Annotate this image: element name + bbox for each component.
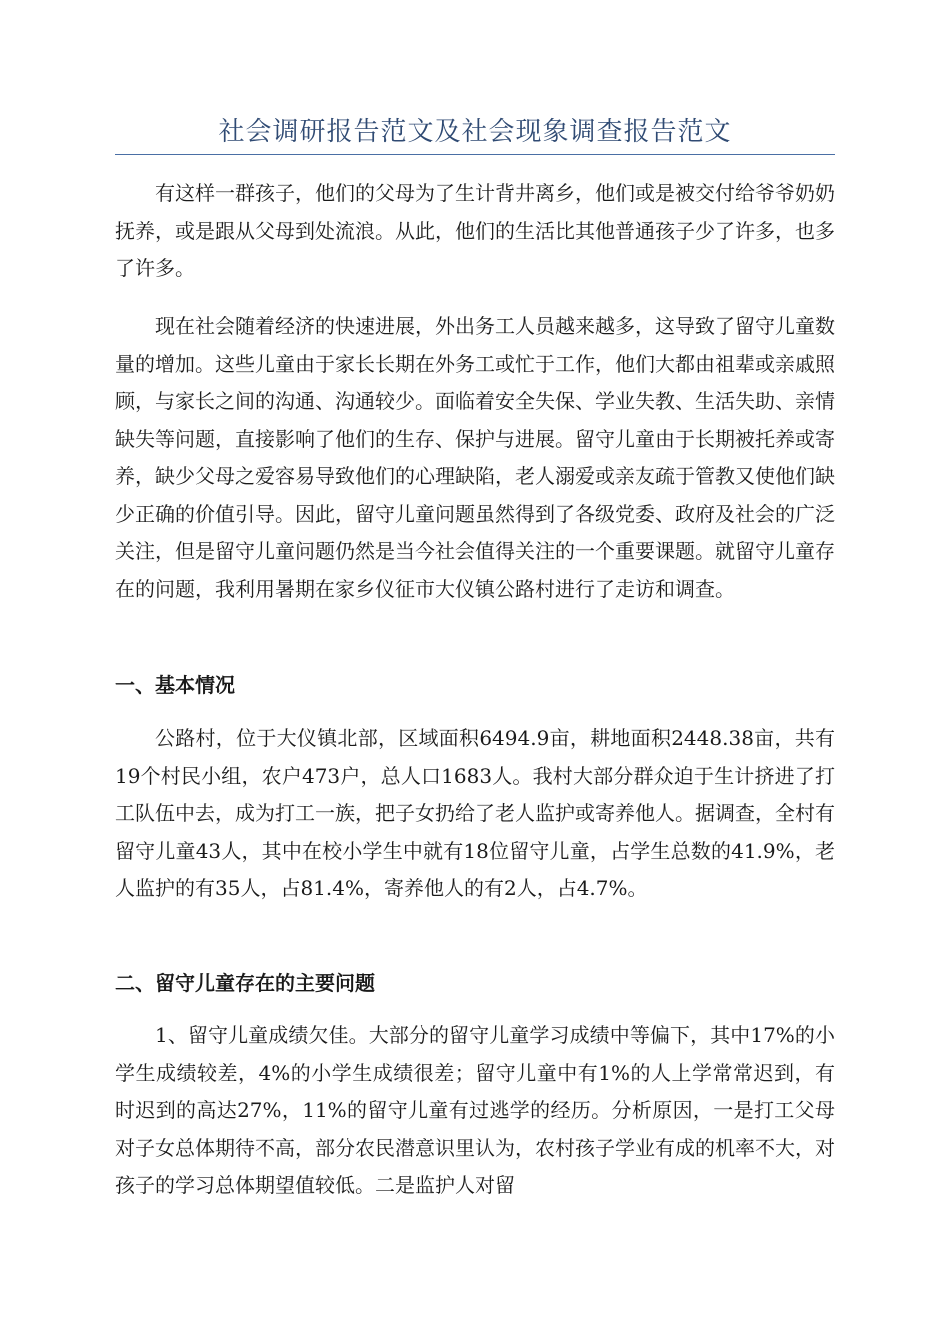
paragraph-main-problems: 1、留守儿童成绩欠佳。大部分的留守儿童学习成绩中等偏下，其中17%的小学生成绩较差，4%的小学生成绩很差；留守儿童中有1%的人上学常常迟到，有时迟到的高达27%，11%的留守儿童有过逃学的经历。分析原因，一是打工父母对子女总体期待不高，部分农民潜意识里认为，农村孩子学业有成的机率不大，对孩子的学习总体期望值较低。二是监护人对留 [115,1023,835,1197]
paragraph-intro-1: 有这样一群孩子，他们的父母为了生计背井离乡，他们或是被交付给爷爷奶奶抚养，或是跟从父母到处流浪。从此，他们的生活比其他普通孩子少了许多，也多了许多。 [115,181,835,280]
paragraph-intro-2: 现在社会随着经济的快速进展，外出务工人员越来越多，这导致了留守儿童数量的增加。这些儿童由于家长长期在外务工或忙于工作，他们大都由祖辈或亲戚照顾，与家长之间的沟通、沟通较少。面临着安全失保、学业失教、生活失助、亲情缺失等问题，直接影响了他们的生存、保护与进展。留守儿童由于长期被托养或寄养，缺少父母之爱容易导致他们的心理缺陷，老人溺爱或亲友疏于管教又使他们缺少正确的价值引导。因此，留守儿童问题虽然得到了各级党委、政府及社会的广泛关注，但是留守儿童问题仍然是当今社会值得关注的一个重要课题。就留守儿童存在的问题，我利用暑期在家乡仪征市大仪镇公路村进行了走访和调查。 [115,314,835,601]
paragraph-basic-info: 公路村，位于大仪镇北部，区域面积6494.9亩，耕地面积2448.38亩，共有19个村民小组，农户473户，总人口1683人。我村大部分群众迫于生计挤进了打工队伍中去，成为打工一族，把子女扔给了老人监护或寄养他人。据调查，全村有留守儿童43人，其中在校小学生中就有18位留守儿童，占学生总数的41.9%，老人监护的有35人，占81.4%，寄养他人的有2人，占4.7%。 [115,726,835,900]
title-underline [115,154,835,155]
document-title: 社会调研报告范文及社会现象调查报告范文 [218,117,732,147]
section-heading-main-problems: 二、留守儿童存在的主要问题 [115,971,375,995]
section-heading-basic-info: 一、基本情况 [115,673,235,697]
